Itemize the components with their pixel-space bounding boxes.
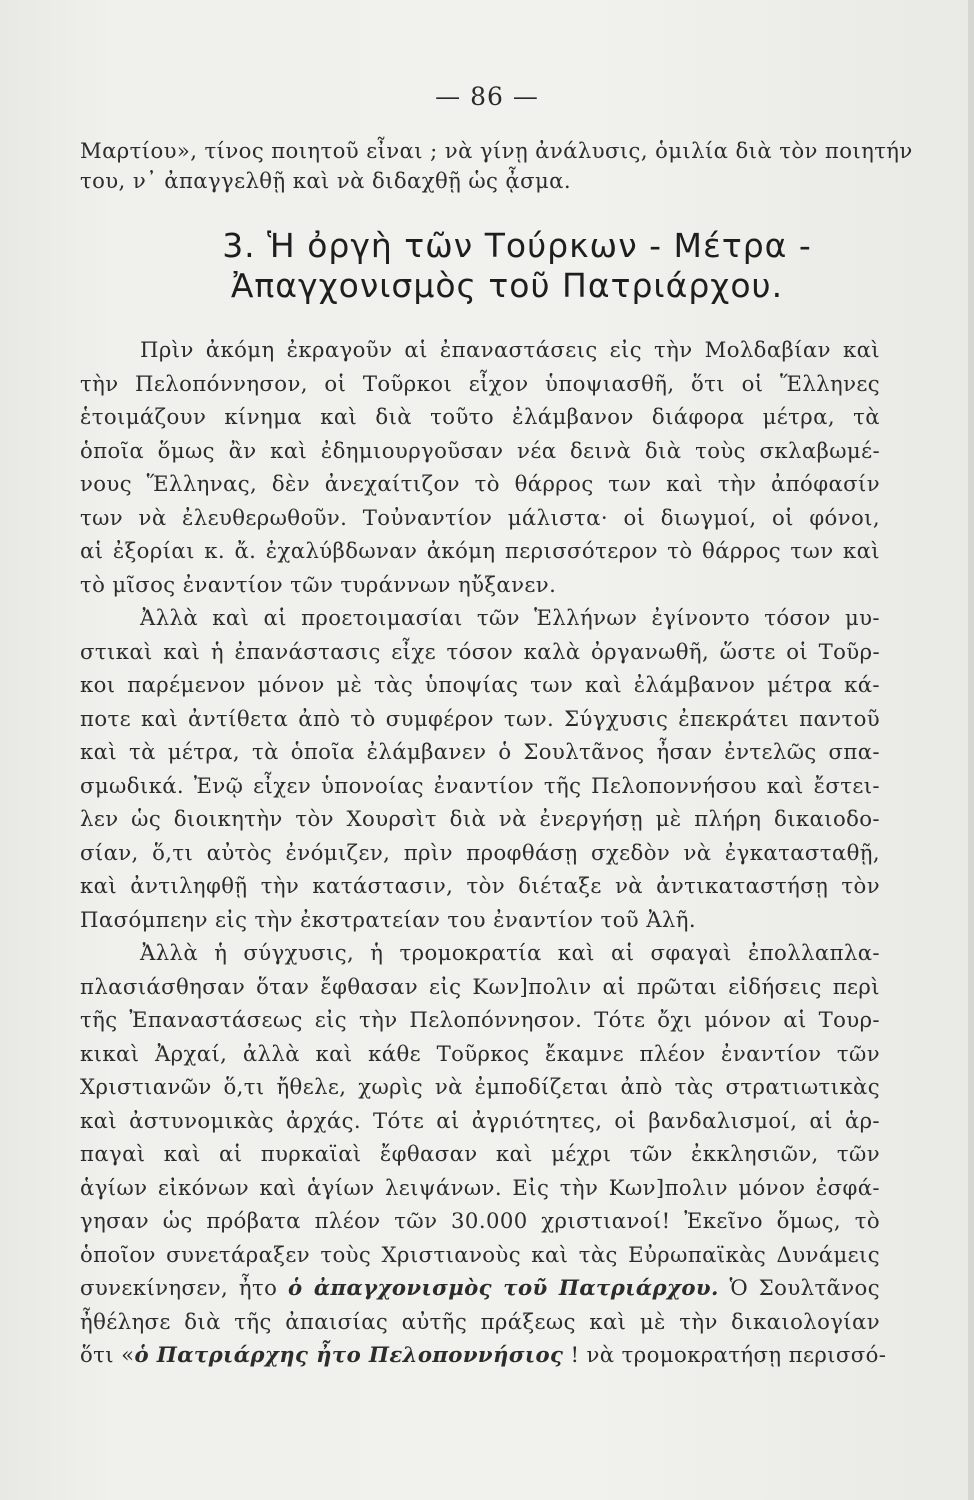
line-text: Ὁ Σουλτᾶνος: [718, 1275, 880, 1300]
body-line: νους Ἕλληνας, δὲν ἀνεχαίτιζον τὸ θάρρος των καὶ τὴν ἀπόφασίν: [80, 471, 880, 496]
body-line: καὶ τὰ μέτρα, τὰ ὁποῖα ἐλάμβανεν ὁ Σουλτᾶνος ἦσαν ἐντελῶς σπα-: [80, 739, 880, 764]
body-line: ἁγίων εἰκόνων καὶ ἁγίων λειψάνων. Εἰς τὴν Κων]πολιν μόνον ἐσφά-: [80, 1174, 880, 1200]
line-text: ! νὰ τρομοκρατήσῃ περισσό-: [563, 1342, 887, 1367]
body-line-emphasis: [80, 1338, 887, 1372]
body-line: γησαν ὡς πρόβατα πλέον τῶν 30.000 χριστιανοί! Ἐκεῖνο ὅμως, τὸ: [80, 1208, 880, 1233]
body-line: κοι παρέμενον μόνον μὲ τὰς ὑποψίας των καὶ ἐλάμβανον μέτρα κά-: [80, 672, 880, 697]
body-line: ὁποῖα ὅμως ἂν καὶ ἐδημιουργοῦσαν νέα δεινὰ διὰ τοὺς σκλαβωμέ-: [80, 437, 880, 463]
page-edge: [968, 0, 974, 1500]
section-heading-line-2: Ἀπαγχονισμὸς τοῦ Πατριάρχου.: [230, 266, 784, 305]
emphasis-text: ὁ Πατριάρχης ἦτο Πελοποννήσιος: [134, 1342, 564, 1367]
intro-paragraph: [80, 136, 913, 196]
body-line: Ἀλλὰ ἡ σύγχυσις, ἡ τρομοκρατία καὶ αἱ σφαγαὶ ἐπολλαπλα-: [140, 940, 880, 965]
body-line: τῆς Ἐπαναστάσεως εἰς τὴν Πελοπόννησον. Τότε ὄχι μόνον αἱ Τουρ-: [80, 1007, 880, 1032]
body-text: [80, 333, 887, 1372]
body-line: λεν ὡς διοικητὴν τὸν Χουρσὶτ διὰ νὰ ἐνεργήσῃ μὲ πλήρη δικαιοδο-: [80, 806, 880, 831]
body-line: κικαὶ Ἀρχαί, ἀλλὰ καὶ κάθε Τοῦρκος ἔκαμνε πλέον ἐναντίον τῶν: [80, 1040, 880, 1066]
body-line: αἱ ἐξορίαι κ. ἄ. ἐχαλύβδωναν ἀκόμη περισσότερον τὸ θάρρος των καὶ: [80, 538, 880, 563]
body-line: παγαὶ καὶ αἱ πυρκαϊαὶ ἔφθασαν καὶ μέχρι τῶν ἐκκλησιῶν, τῶν: [80, 1141, 880, 1166]
body-line: τὸ μῖσος ἐναντίον τῶν τυράννων ηὔξανεν.: [80, 571, 557, 597]
body-line: Πασόμπεην εἰς τὴν ἐκστρατείαν του ἐναντίον τοῦ Ἀλῆ.: [80, 906, 696, 932]
body-line: ἑτοιμάζουν κίνημα καὶ διὰ τοῦτο ἐλάμβανον διάφορα μέτρα, τὰ: [80, 404, 880, 429]
body-line: ποτε καὶ ἀντίθετα ἀπὸ τὸ συμφέρον των. Σύγχυσις ἐπεκράτει παντοῦ: [80, 705, 880, 731]
body-line: Ἀλλὰ καὶ αἱ προετοιμασίαι τῶν Ἑλλήνων ἐγίνοντο τόσον μυ-: [140, 605, 880, 630]
body-line: των νὰ ἐλευθερωθοῦν. Τοὐναντίον μάλιστα· οἱ διωγμοί, οἱ φόνοι,: [80, 504, 880, 530]
body-line: καὶ ἀντιληφθῇ τὴν κατάστασιν, τὸν διέταξε νὰ ἀντικαταστήσῃ τὸν: [80, 873, 880, 898]
emphasis-text: ὁ ἀπαγχονισμὸς τοῦ Πατριάρχου.: [287, 1275, 719, 1300]
body-line: στικαὶ καὶ ἡ ἐπανάστασις εἶχε τόσον καλὰ ὀργανωθῆ, ὥστε οἱ Τοῦρ-: [80, 638, 880, 664]
body-line: σμωδικά. Ἐνῷ εἶχεν ὑπονοίας ἐναντίον τῆς Πελοποννήσου καὶ ἔστει-: [80, 772, 880, 798]
body-line-emphasis: [80, 1271, 880, 1305]
section-heading-line-1: 3. Ἡ ὀργὴ τῶν Τούρκων - Μέτρα -: [222, 226, 812, 265]
body-line: καὶ ἀστυνομικὰς ἀρχάς. Τότε αἱ ἀγριότητες, οἱ βανδαλισμοί, αἱ ἁρ-: [80, 1107, 880, 1133]
line-text: ὅτι «: [80, 1342, 135, 1367]
body-line: ἦθέλησε διὰ τῆς ἀπαισίας αὐτῆς πράξεως καὶ μὲ τὴν δικαιολογίαν: [80, 1308, 880, 1334]
intro-line: του, ν᾽ ἀπαγγελθῇ καὶ νὰ διδαχθῇ ὡς ᾆσμα.: [80, 168, 572, 193]
body-line: σίαν, ὅ,τι αὐτὸς ἐνόμιζεν, πρὶν προφθάσῃ σχεδὸν νὰ ἐγκατασταθῇ,: [80, 839, 880, 865]
body-line: πλασιάσθησαν ὅταν ἔφθασαν εἰς Κων]πολιν αἱ πρῶται εἰδήσεις περὶ: [80, 973, 880, 999]
page-number: — 86 —: [435, 82, 539, 111]
intro-line: Μαρτίου», τίνος ποιητοῦ εἶναι ; νὰ γίνῃ ἀνάλυσις, ὁμιλία διὰ τὸν ποιητήν: [80, 138, 913, 163]
body-line: ὁποῖον συνετάραξεν τοὺς Χριστιανοὺς καὶ τὰς Εὐρωπαϊκὰς Δυνάμεις: [80, 1241, 880, 1267]
body-line: Χριστιανῶν ὅ,τι ἤθελε, χωρὶς νὰ ἐμποδίζεται ἀπὸ τὰς στρατιωτικὰς: [80, 1074, 880, 1099]
line-text: συνεκίνησεν, ἦτο: [80, 1275, 288, 1300]
body-line: τὴν Πελοπόννησον, οἱ Τοῦρκοι εἶχον ὑποψιασθῆ, ὅτι οἱ Ἕλληνες: [80, 370, 880, 396]
body-line: Πρὶν ἀκόμη ἐκραγοῦν αἱ ἐπαναστάσεις εἰς τὴν Μολδαβίαν καὶ: [140, 337, 880, 362]
